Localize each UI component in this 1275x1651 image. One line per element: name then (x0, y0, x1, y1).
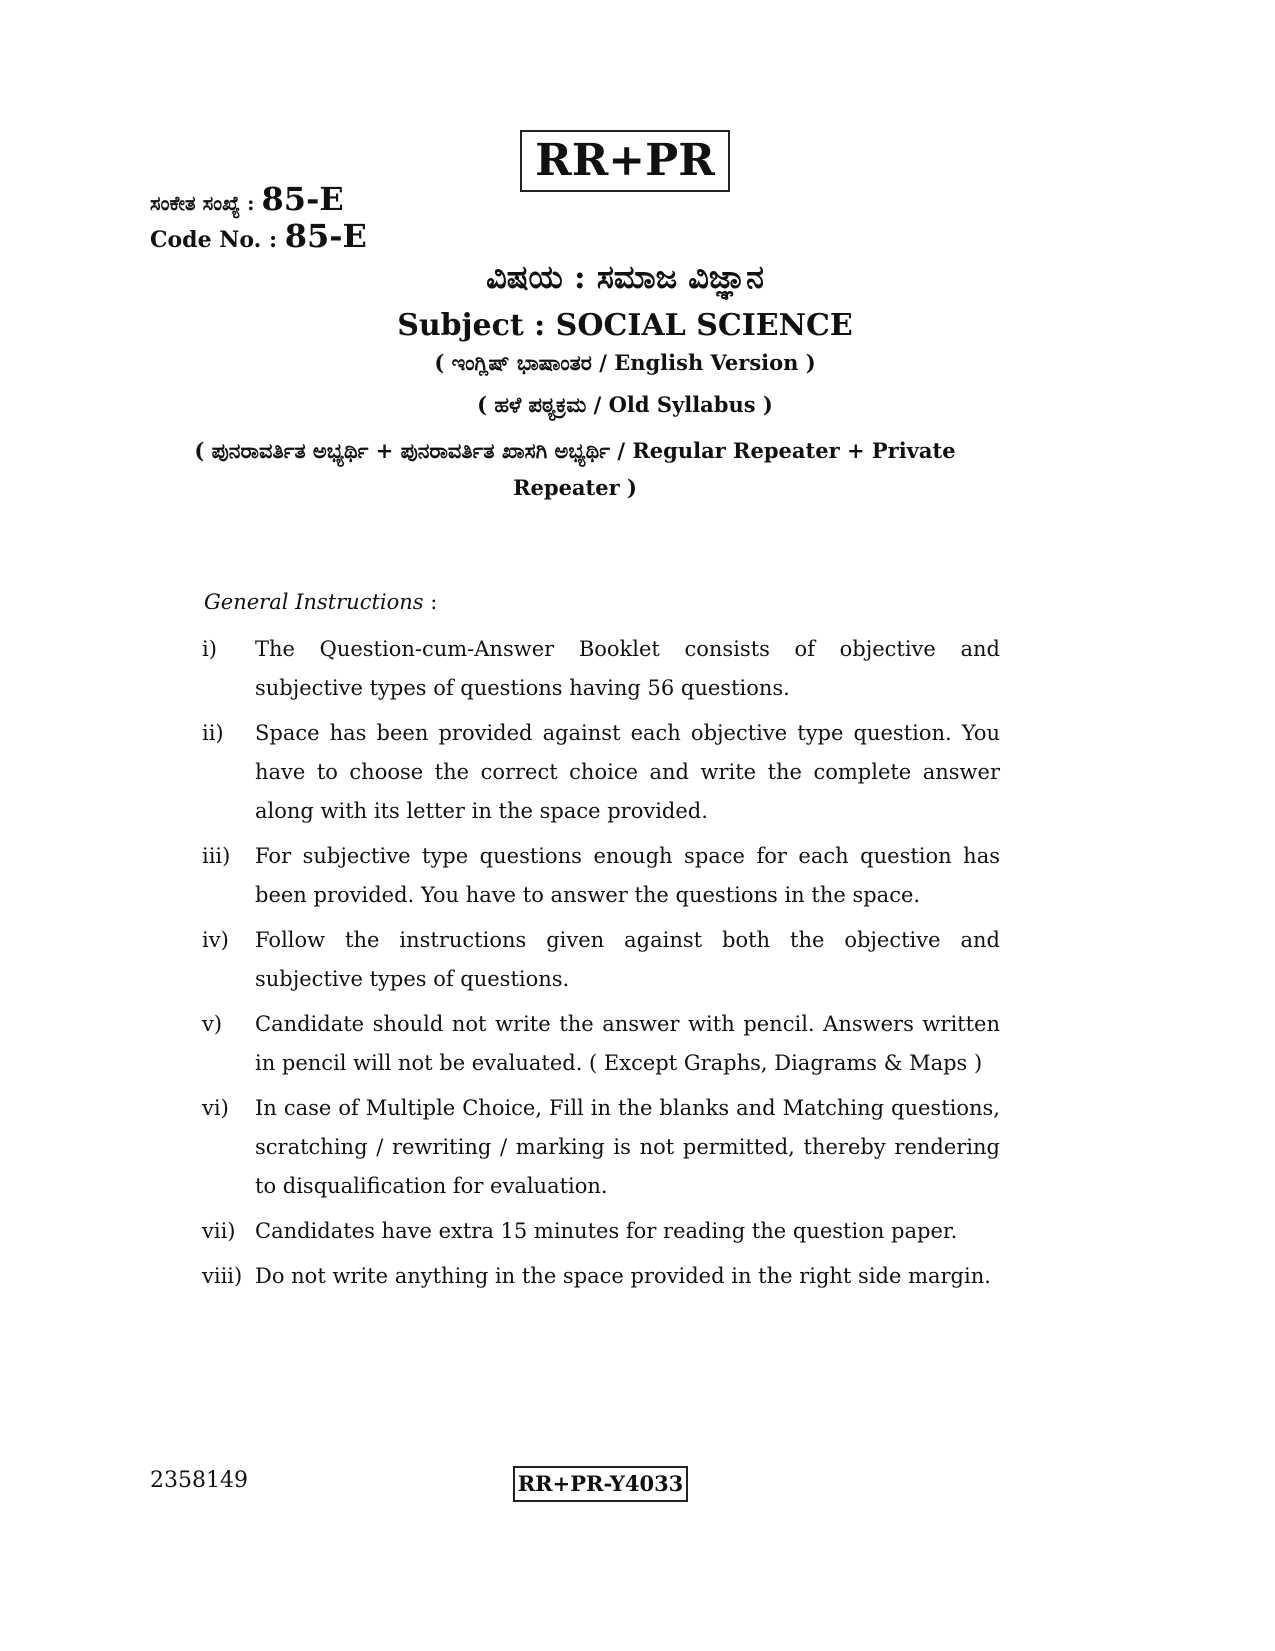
instruction-item (202, 714, 1000, 831)
instruction-number: viii) (202, 1264, 243, 1288)
paper-code-box: RR+PR-Y4033 (513, 1466, 688, 1502)
instruction-number: i) (202, 637, 217, 661)
serial-number: 2358149 (150, 1468, 248, 1493)
instruction-number: vi) (202, 1096, 229, 1120)
instructions-heading-text: General Instructions (204, 590, 424, 614)
code-number-english (150, 217, 367, 255)
instruction-text: Space has been provided against each objective type question. You have to choose the correct choice and write the complete answer along with its letter in the space provided. (255, 721, 1000, 823)
syllabus-line: ( ಹಳೆ ಪಠ್ಯಕ್ರಮ / Old Syllabus ) (477, 392, 773, 417)
instruction-item (202, 630, 1000, 708)
instruction-number: iii) (202, 844, 231, 868)
instruction-text: For subjective type questions enough space for each question has been provided. You have to answer the questions in the space. (255, 844, 1000, 907)
instruction-item (202, 921, 1000, 999)
instruction-item (202, 1089, 1000, 1206)
instruction-text: Do not write anything in the space provided in the right side margin. (255, 1264, 991, 1288)
code-english-label: Code No. : (150, 227, 278, 253)
instruction-text: The Question-cum-Answer Booklet consists of objective and subjective types of questions having 56 questions. (255, 637, 1000, 700)
instruction-number: v) (202, 1012, 223, 1036)
instructions-heading-colon: : (423, 590, 438, 614)
version-line: ( ಇಂಗ್ಲಿಷ್ ಭಾಷಾಂತರ / English Version ) (434, 350, 816, 375)
instruction-number: iv) (202, 928, 229, 952)
instruction-text: Follow the instructions given against both the objective and subjective types of questions. (255, 928, 1000, 991)
candidate-type-line: ( ಪುನರಾವರ್ತಿತ ಅಭ್ಯರ್ಥಿ + ಪುನರಾವರ್ತಿತ ಖಾಸಗಿ ಅಭ್ಯರ್ಥಿ / Regular Repeater + Private Repeater ) (194, 438, 956, 500)
subject-title: Subject : SOCIAL SCIENCE (397, 308, 853, 343)
general-instructions-heading (204, 590, 437, 614)
instruction-item (202, 1257, 1000, 1296)
code-kannada-value: 85-E (261, 180, 344, 218)
instruction-number: ii) (202, 721, 224, 745)
instruction-text: Candidates have extra 15 minutes for reading the question paper. (255, 1219, 958, 1243)
code-number-kannada (150, 180, 344, 218)
instruction-text: In case of Multiple Choice, Fill in the blanks and Matching questions, scratching / rewriting / marking is not permitted, thereby rendering to disqualification for evaluation. (255, 1096, 1000, 1198)
instruction-text: Candidate should not write the answer with pencil. Answers written in pencil will not be evaluated. ( Except Graphs, Diagrams & Maps ) (255, 1012, 1000, 1075)
instructions-list (202, 630, 1000, 1302)
instruction-item (202, 1212, 1000, 1251)
code-english-value: 85-E (284, 217, 367, 255)
paper-type-box: RR+PR (520, 130, 730, 192)
code-kannada-label: ಸಂಕೇತ ಸಂಖ್ಯೆ : (150, 191, 255, 215)
instruction-number: vii) (202, 1219, 236, 1243)
instruction-item (202, 837, 1000, 915)
instruction-item (202, 1005, 1000, 1083)
subject-kannada: ವಿಷಯ : ಸಮಾಜ ವಿಜ್ಞಾನ (486, 258, 764, 296)
